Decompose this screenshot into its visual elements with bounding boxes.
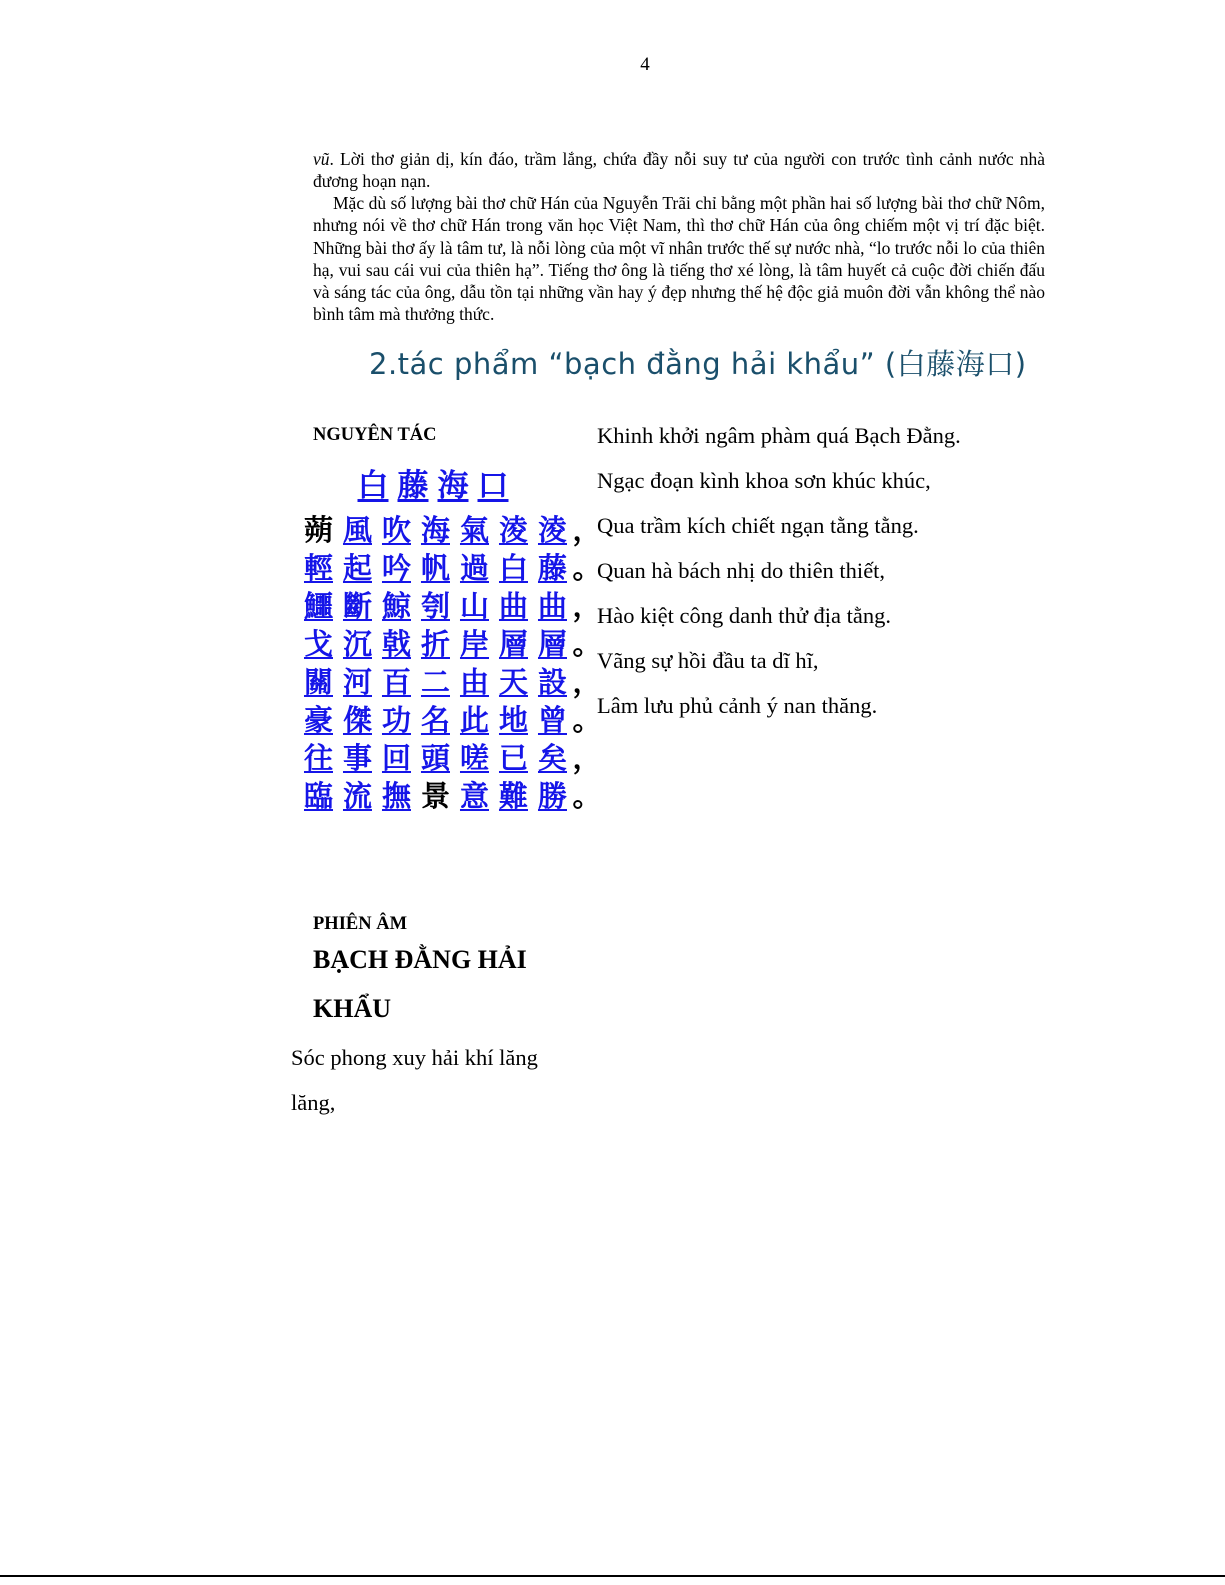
- han-char-link[interactable]: 輕: [303, 551, 333, 585]
- han-char-link[interactable]: 往: [303, 741, 333, 775]
- han-char-link[interactable]: 河: [342, 665, 372, 699]
- han-poem: [299, 508, 602, 812]
- han-poem-line: [299, 546, 602, 584]
- punctuation: ，: [572, 513, 602, 547]
- han-title-char[interactable]: 海: [437, 468, 469, 504]
- han-char-link[interactable]: 氣: [459, 513, 489, 547]
- punctuation: 。: [572, 703, 602, 737]
- phien-am-title-continued: KHẨU: [313, 994, 391, 1023]
- han-char-link[interactable]: 地: [498, 703, 528, 737]
- han-poem-line: [299, 736, 602, 774]
- section-heading: 2.tác phẩm “bạch đằng hải khẩu” (白藤海口): [369, 347, 1027, 381]
- han-char-link[interactable]: 頭: [420, 741, 450, 775]
- translation-line: Ngạc đoạn kình khoa sơn khúc khúc,: [597, 468, 931, 493]
- han-poem-line: [299, 584, 602, 622]
- han-char-link[interactable]: 天: [498, 665, 528, 699]
- phien-am-line: Sóc phong xuy hải khí lăng: [291, 1045, 538, 1070]
- han-char-link[interactable]: 斷: [342, 589, 372, 623]
- han-char-link[interactable]: 回: [381, 741, 411, 775]
- han-char-link[interactable]: 曲: [537, 589, 567, 623]
- han-poem-line: [299, 622, 602, 660]
- phien-am-title: BẠCH ĐẰNG HẢI: [313, 945, 527, 974]
- punctuation: 。: [572, 551, 602, 585]
- translation-line: Lâm lưu phủ cảnh ý nan thăng.: [597, 693, 878, 718]
- han-char-link[interactable]: 勝: [537, 779, 567, 813]
- han-char-link[interactable]: 層: [498, 627, 528, 661]
- italic-word: vũ: [313, 149, 330, 169]
- han-char-link[interactable]: 鯨: [381, 589, 411, 623]
- han-char-link[interactable]: 臨: [303, 779, 333, 813]
- han-char-link[interactable]: 由: [459, 665, 489, 699]
- page-bottom-rule: [0, 1575, 1225, 1577]
- han-char-link[interactable]: 名: [420, 703, 450, 737]
- translation-line: Vãng sự hồi đầu ta dĩ hĩ,: [597, 648, 819, 673]
- han-char-link[interactable]: 吹: [381, 513, 411, 547]
- han-char-link[interactable]: 岸: [459, 627, 489, 661]
- translation-poem: [597, 423, 961, 738]
- translation-line: Hào kiệt công danh thử địa tằng.: [597, 603, 891, 628]
- intro-paragraph: [313, 148, 1045, 193]
- han-char-link[interactable]: 難: [498, 779, 528, 813]
- translation-line: Khinh khởi ngâm phàm quá Bạch Đằng.: [597, 423, 961, 448]
- han-char-link[interactable]: 戟: [381, 627, 411, 661]
- han-char-link[interactable]: 白: [498, 551, 528, 585]
- han-char-link[interactable]: 百: [381, 665, 411, 699]
- han-char-link[interactable]: 沉: [342, 627, 372, 661]
- translation-line: Quan hà bách nhị do thiên thiết,: [597, 558, 886, 583]
- han-char-link[interactable]: 二: [420, 665, 450, 699]
- han-char-link[interactable]: 戈: [303, 627, 333, 661]
- punctuation: 。: [572, 627, 602, 661]
- han-title-char[interactable]: 白: [357, 468, 389, 504]
- han-char-link[interactable]: 山: [459, 589, 489, 623]
- han-char-link[interactable]: 藤: [537, 551, 567, 585]
- page-number: 4: [640, 54, 650, 75]
- han-title-char[interactable]: 藤: [397, 468, 429, 504]
- han-poem-line: [299, 774, 602, 812]
- han-poem-line: [299, 698, 602, 736]
- body-paragraph: Mặc dù số lượng bài thơ chữ Hán của Nguyễn Trãi chỉ bằng một phần hai số lượng bài thơ chữ Nôm, nhưng nói về thơ chữ Hán trong văn học Việt Nam, thì thơ chữ Hán của ông chiếm một vị trí đặc biệt. Những bài thơ ấy là tâm tư, là nỗi lòng của một vĩ nhân trước thế sự nước nhà, “lo trước nỗi lo của thiên hạ, vui sau cái vui của thiên hạ”. Tiếng thơ ông là tiếng thơ xé lòng, là tâm huyết cả cuộc đời chiến đấu và sáng tác của ông, dẫu tồn tại những vần hay ý đẹp nhưng thế hệ độc giả muôn đời vẫn không thể nào bình tâm mà thưởng thức.: [313, 193, 1045, 325]
- han-char-link[interactable]: 起: [342, 551, 372, 585]
- han-char-link[interactable]: 撫: [381, 779, 411, 813]
- translation-line: Qua trầm kích chiết ngạn tằng tằng.: [597, 513, 919, 538]
- han-char-link[interactable]: 功: [381, 703, 411, 737]
- original-text-label: NGUYÊN TÁC: [313, 425, 437, 445]
- han-char-link[interactable]: 層: [537, 627, 567, 661]
- han-char-link[interactable]: 過: [459, 551, 489, 585]
- han-char: 景: [420, 779, 450, 813]
- phien-am-line-continued: lăng,: [291, 1090, 336, 1115]
- han-char-link[interactable]: 傑: [342, 703, 372, 737]
- han-char-link[interactable]: 風: [342, 513, 372, 547]
- punctuation: ，: [572, 741, 602, 775]
- han-char: 蒴: [303, 513, 333, 547]
- han-char-link[interactable]: 海: [420, 513, 450, 547]
- han-poem-title[interactable]: [353, 460, 513, 505]
- han-char-link[interactable]: 淩: [498, 513, 528, 547]
- han-char-link[interactable]: 已: [498, 741, 528, 775]
- han-char-link[interactable]: 流: [342, 779, 372, 813]
- han-poem-line: [299, 660, 602, 698]
- han-char-link[interactable]: 鱷: [303, 589, 333, 623]
- han-char-link[interactable]: 刳: [420, 589, 450, 623]
- han-char-link[interactable]: 淩: [537, 513, 567, 547]
- han-char-link[interactable]: 意: [459, 779, 489, 813]
- han-char-link[interactable]: 帆: [420, 551, 450, 585]
- han-char-link[interactable]: 曾: [537, 703, 567, 737]
- punctuation: ，: [572, 589, 602, 623]
- han-char-link[interactable]: 矣: [537, 741, 567, 775]
- punctuation: 。: [572, 779, 602, 813]
- han-char-link[interactable]: 設: [537, 665, 567, 699]
- han-char-link[interactable]: 此: [459, 703, 489, 737]
- han-char-link[interactable]: 折: [420, 627, 450, 661]
- han-char-link[interactable]: 吟: [381, 551, 411, 585]
- han-char-link[interactable]: 曲: [498, 589, 528, 623]
- han-char-link[interactable]: 嗟: [459, 741, 489, 775]
- han-char-link[interactable]: 事: [342, 741, 372, 775]
- han-title-char[interactable]: 口: [477, 468, 509, 504]
- han-char-link[interactable]: 關: [303, 665, 333, 699]
- han-poem-line: [299, 508, 602, 546]
- intro-paragraph-text: . Lời thơ giản dị, kín đáo, trầm lắng, chứa đầy nỗi suy tư của người con trước tình cảnh nước nhà đương hoạn nạn.: [313, 149, 1045, 192]
- phien-am-label: PHIÊN ÂM: [313, 914, 408, 934]
- punctuation: ，: [572, 665, 602, 699]
- han-char-link[interactable]: 豪: [303, 703, 333, 737]
